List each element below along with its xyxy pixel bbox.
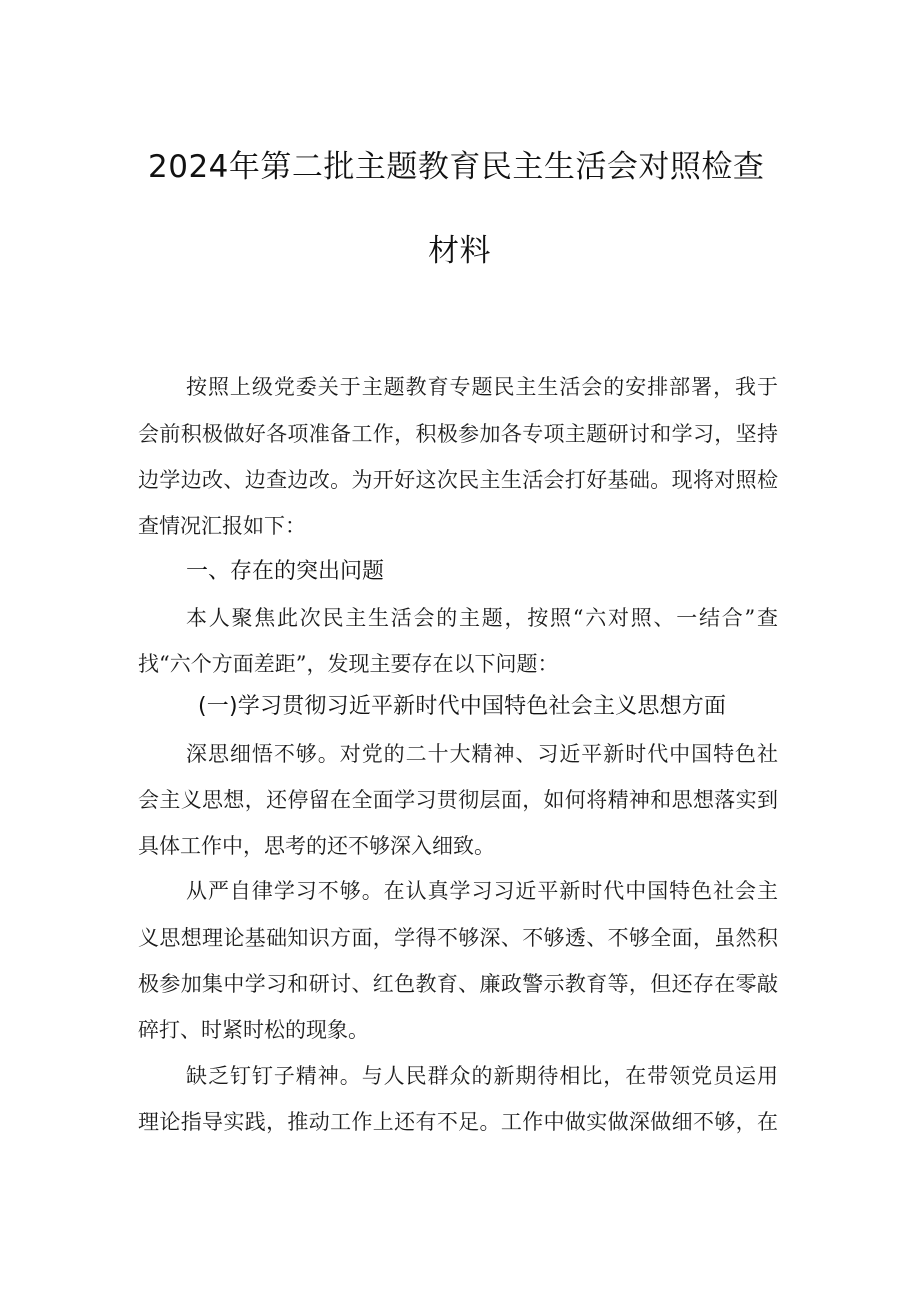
subsection-heading-1: (一)学习贯彻习近平新时代中国特色社会主义思想方面 (198, 694, 727, 719)
para2-line-1: 从严自律学习不够。在认真学习习近平新时代中国特色社会主 (186, 879, 778, 903)
intro-line-2: 会前积极做好各项准备工作，积极参加各专项主题研讨和学习，坚持 (138, 422, 778, 446)
section1-intro-line-2: 找“六个方面差距”，发现主要存在以下问题： (138, 652, 559, 676)
section1-intro-line-1: 本人聚焦此次民主生活会的主题，按照“六对照、一结合”查 (186, 606, 778, 630)
para2-line-4: 碎打、时紧时松的现象。 (138, 1018, 369, 1042)
intro-line-4: 查情况汇报如下： (138, 514, 306, 538)
para2-line-3: 极参加集中学习和研讨、红色教育、廉政警示教育等，但还存在零敲 (138, 972, 778, 996)
para2-line-2: 义思想理论基础知识方面，学得不够深、不够透、不够全面，虽然积 (138, 926, 778, 950)
intro-line-3: 边学边改、边查边改。为开好这次民主生活会打好基础。现将对照检 (138, 468, 778, 492)
intro-line-1: 按照上级党委关于主题教育专题民主生活会的安排部署，我于 (186, 375, 778, 399)
para3-line-2: 理论指导实践，推动工作上还有不足。工作中做实做深做细不够，在 (138, 1110, 778, 1134)
para1-line-3: 具体工作中，思考的还不够深入细致。 (138, 834, 495, 858)
para3-line-1: 缺乏钉钉子精神。与人民群众的新期待相比，在带领党员运用 (186, 1064, 778, 1088)
section-heading-1: 一、存在的突出问题 (186, 559, 385, 584)
document-title-line-1: 2024年第二批主题教育民主生活会对照检查 (148, 149, 765, 185)
document-title-line-2: 材料 (428, 233, 491, 269)
para1-line-2: 会主义思想，还停留在全面学习贯彻层面，如何将精神和思想落实到 (138, 788, 778, 812)
para1-line-1: 深思细悟不够。对党的二十大精神、习近平新时代中国特色社 (186, 742, 778, 766)
